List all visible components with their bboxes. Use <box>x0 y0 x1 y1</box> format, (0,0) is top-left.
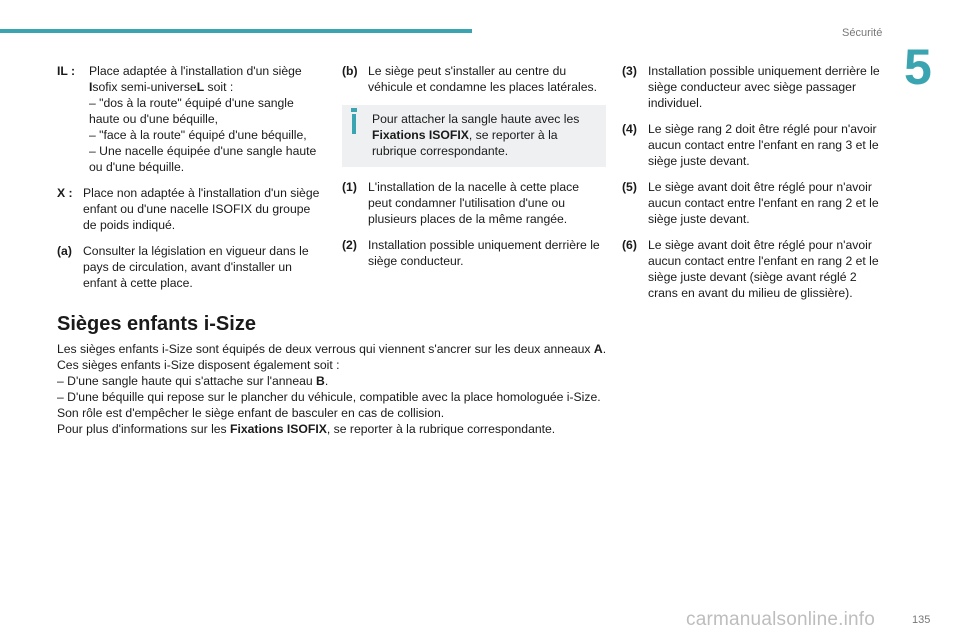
note-text: L'installation de la nacelle à cette place peut condamner l'utilisation d'une ou plusieurs places de la même rangée. <box>368 180 580 226</box>
note-text: Le siège rang 2 doit être réglé pour n'avoir aucun contact entre l'enfant en rang 3 et le siège juste devant. <box>648 122 879 168</box>
note-1 <box>342 179 606 227</box>
paragraph: Ces sièges enfants i-Size disposent également soit : <box>57 358 340 372</box>
text-span: , se reporter à la rubrique correspondante. <box>372 128 558 158</box>
note-3 <box>622 63 884 111</box>
text-span: Pour attacher la sangle haute avec les <box>372 112 580 126</box>
legend-line <box>89 79 325 95</box>
legend-entry-b <box>342 63 606 95</box>
text-span: – D'une sangle haute qui s'attache sur l'anneau <box>57 374 317 388</box>
note-text: Le siège avant doit être réglé pour n'avoir aucun contact entre l'enfant en rang 2 et le siège juste devant. <box>648 180 879 226</box>
legend-text: Consulter la législation en vigueur dans le pays de circulation, avant d'installer un enfant à cette place. <box>83 244 309 290</box>
bold-letter: I <box>89 80 93 94</box>
legend-line: Place adaptée à l'installation d'un siège <box>89 64 302 78</box>
chapter-number: 5 <box>904 39 932 95</box>
note-tag: (6) <box>622 238 637 252</box>
paragraph: Son rôle est d'empêcher le siège enfant de basculer en cas de collision. <box>57 406 445 420</box>
column-2 <box>342 63 606 279</box>
text-span: . <box>324 374 329 388</box>
note-5 <box>622 179 884 227</box>
paragraph <box>57 341 617 357</box>
legend-tag: X : <box>57 186 73 200</box>
legend-tag: IL : <box>57 64 76 78</box>
text-span: Pour plus d'informations sur les <box>57 422 231 436</box>
list-item: – "face à la route" équipé d'une béquille, <box>89 128 307 142</box>
paragraph: – D'une béquille qui repose sur le plancher du véhicule, compatible avec la place homologuée i-Size. <box>57 390 601 404</box>
bold-term: A <box>593 342 603 356</box>
text-span: . <box>602 342 607 356</box>
note-4 <box>622 121 884 169</box>
note-6 <box>622 237 884 301</box>
column-3 <box>622 63 884 311</box>
legend-text <box>89 63 325 175</box>
list-item: – Une nacelle équipée d'une sangle haute ou d'une béquille. <box>89 144 317 174</box>
text-span: Les sièges enfants i-Size sont équipés de deux verrous qui viennent s'ancrer sur les deux anneaux <box>57 342 594 356</box>
isize-section <box>57 311 617 437</box>
note-text: Installation possible uniquement derrière le siège conducteur. <box>368 238 600 268</box>
bold-term: B <box>316 374 325 388</box>
text-span: soit : <box>204 80 234 94</box>
note-tag: (1) <box>342 180 357 194</box>
legend-tag: (a) <box>57 244 72 258</box>
legend-entry-x <box>57 185 325 233</box>
paragraph <box>57 373 617 389</box>
legend-entry-il <box>57 63 325 175</box>
legend-text: Le siège peut s'installer au centre du véhicule et condamne les places latérales. <box>368 64 597 94</box>
info-icon <box>352 114 356 134</box>
bold-letter: L <box>196 80 205 94</box>
info-box <box>342 105 606 167</box>
section-heading: Sièges enfants i-Size <box>57 313 256 335</box>
page-number: 135 <box>912 614 931 626</box>
column-1 <box>57 63 325 301</box>
watermark: carmanualsonline.info <box>686 609 876 630</box>
paragraph <box>57 421 617 437</box>
legend-entry-a <box>57 243 325 291</box>
note-tag: (2) <box>342 238 357 252</box>
bold-term: Fixations ISOFIX <box>230 422 327 436</box>
note-text: Le siège avant doit être réglé pour n'avoir aucun contact entre l'enfant en rang 2 et le siège juste devant (siège avant réglé 2 crans en avant du milieu de glissière). <box>648 238 879 300</box>
note-text: Installation possible uniquement derrière le siège conducteur avec siège passager individuel. <box>648 64 880 110</box>
info-text <box>350 111 598 159</box>
header-accent-bar <box>0 29 472 33</box>
note-tag: (5) <box>622 180 637 194</box>
note-tag: (4) <box>622 122 637 136</box>
note-tag: (3) <box>622 64 637 78</box>
bold-term: Fixations ISOFIX <box>372 128 469 142</box>
legend-tag: (b) <box>342 64 358 78</box>
section-title: Sécurité <box>842 27 883 39</box>
list-item: – "dos à la route" équipé d'une sangle haute ou d'une béquille, <box>89 96 294 126</box>
text-span: , se reporter à la rubrique correspondante. <box>326 422 556 436</box>
note-2 <box>342 237 606 269</box>
text-span: sofix semi-universe <box>92 80 197 94</box>
legend-text: Place non adaptée à l'installation d'un siège enfant ou d'une nacelle ISOFIX du groupe de poids indiqué. <box>83 186 320 232</box>
